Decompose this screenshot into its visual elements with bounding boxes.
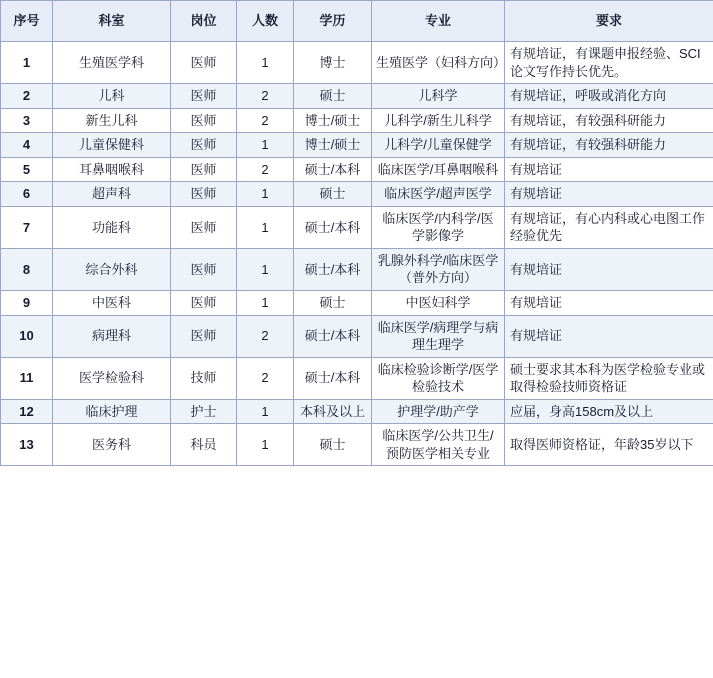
cell-count: 1 bbox=[237, 248, 294, 290]
cell-requirement: 取得医师资格证，年龄35岁以下 bbox=[505, 424, 713, 466]
table-row bbox=[1, 399, 713, 424]
cell-requirement: 有规培证 bbox=[505, 291, 713, 316]
cell-department: 中医科 bbox=[53, 291, 171, 316]
cell-count: 2 bbox=[237, 157, 294, 182]
cell-education: 博士/硕士 bbox=[294, 133, 372, 158]
header-position: 岗位 bbox=[171, 1, 237, 42]
cell-department: 医学检验科 bbox=[53, 357, 171, 399]
cell-count: 1 bbox=[237, 399, 294, 424]
cell-major: 儿科学 bbox=[372, 84, 505, 109]
cell-position: 医师 bbox=[171, 157, 237, 182]
cell-major: 护理学/助产学 bbox=[372, 399, 505, 424]
cell-position: 医师 bbox=[171, 108, 237, 133]
cell-education: 博士 bbox=[294, 42, 372, 84]
table-row bbox=[1, 108, 713, 133]
cell-requirement: 有规培证，有较强科研能力 bbox=[505, 133, 713, 158]
table-row bbox=[1, 182, 713, 207]
cell-requirement: 有规培证 bbox=[505, 182, 713, 207]
cell-position: 医师 bbox=[171, 182, 237, 207]
cell-major: 儿科学/儿童保健学 bbox=[372, 133, 505, 158]
cell-position: 医师 bbox=[171, 84, 237, 109]
cell-education: 博士/硕士 bbox=[294, 108, 372, 133]
cell-department: 生殖医学科 bbox=[53, 42, 171, 84]
cell-education: 硕士/本科 bbox=[294, 248, 372, 290]
cell-index: 13 bbox=[1, 424, 53, 466]
cell-position: 医师 bbox=[171, 133, 237, 158]
cell-education: 硕士 bbox=[294, 84, 372, 109]
table-row bbox=[1, 42, 713, 84]
cell-index: 2 bbox=[1, 84, 53, 109]
cell-department: 新生儿科 bbox=[53, 108, 171, 133]
cell-major: 临床检验诊断学/医学检验技术 bbox=[372, 357, 505, 399]
cell-index: 7 bbox=[1, 206, 53, 248]
cell-education: 硕士 bbox=[294, 424, 372, 466]
header-index: 序号 bbox=[1, 1, 53, 42]
cell-department: 超声科 bbox=[53, 182, 171, 207]
cell-position: 医师 bbox=[171, 42, 237, 84]
cell-department: 儿科 bbox=[53, 84, 171, 109]
cell-count: 1 bbox=[237, 206, 294, 248]
cell-count: 1 bbox=[237, 424, 294, 466]
cell-count: 2 bbox=[237, 84, 294, 109]
cell-major: 儿科学/新生儿科学 bbox=[372, 108, 505, 133]
cell-position: 护士 bbox=[171, 399, 237, 424]
cell-requirement: 有规培证 bbox=[505, 157, 713, 182]
cell-education: 硕士/本科 bbox=[294, 357, 372, 399]
cell-position: 医师 bbox=[171, 206, 237, 248]
header-major: 专业 bbox=[372, 1, 505, 42]
cell-count: 2 bbox=[237, 315, 294, 357]
cell-index: 4 bbox=[1, 133, 53, 158]
cell-index: 6 bbox=[1, 182, 53, 207]
cell-major: 生殖医学（妇科方向） bbox=[372, 42, 505, 84]
cell-major: 临床医学/超声医学 bbox=[372, 182, 505, 207]
cell-department: 儿童保健科 bbox=[53, 133, 171, 158]
cell-count: 1 bbox=[237, 133, 294, 158]
cell-major: 临床医学/公共卫生/预防医学相关专业 bbox=[372, 424, 505, 466]
cell-count: 2 bbox=[237, 108, 294, 133]
cell-department: 综合外科 bbox=[53, 248, 171, 290]
header-count: 人数 bbox=[237, 1, 294, 42]
cell-index: 3 bbox=[1, 108, 53, 133]
cell-major: 临床医学/内科学/医学影像学 bbox=[372, 206, 505, 248]
table-row bbox=[1, 157, 713, 182]
cell-education: 本科及以上 bbox=[294, 399, 372, 424]
cell-position: 医师 bbox=[171, 291, 237, 316]
cell-education: 硕士/本科 bbox=[294, 206, 372, 248]
header-requirement: 要求 bbox=[505, 1, 713, 42]
cell-count: 1 bbox=[237, 42, 294, 84]
cell-education: 硕士 bbox=[294, 291, 372, 316]
table-row bbox=[1, 315, 713, 357]
cell-requirement: 应届，身高158cm及以上 bbox=[505, 399, 713, 424]
cell-index: 12 bbox=[1, 399, 53, 424]
cell-position: 科员 bbox=[171, 424, 237, 466]
cell-requirement: 有规培证，有课题申报经验、SCI论文写作持长优先。 bbox=[505, 42, 713, 84]
table-row bbox=[1, 84, 713, 109]
table-row bbox=[1, 206, 713, 248]
cell-index: 1 bbox=[1, 42, 53, 84]
cell-position: 技师 bbox=[171, 357, 237, 399]
cell-department: 临床护理 bbox=[53, 399, 171, 424]
cell-count: 2 bbox=[237, 357, 294, 399]
cell-department: 病理科 bbox=[53, 315, 171, 357]
cell-major: 临床医学/病理学与病理生理学 bbox=[372, 315, 505, 357]
table-header bbox=[1, 1, 713, 42]
cell-index: 9 bbox=[1, 291, 53, 316]
cell-major: 临床医学/耳鼻咽喉科 bbox=[372, 157, 505, 182]
cell-count: 1 bbox=[237, 182, 294, 207]
cell-education: 硕士/本科 bbox=[294, 315, 372, 357]
cell-requirement: 有规培证 bbox=[505, 315, 713, 357]
cell-requirement: 有规培证，有心内科或心电图工作经验优先 bbox=[505, 206, 713, 248]
table-row bbox=[1, 133, 713, 158]
header-department: 科室 bbox=[53, 1, 171, 42]
table-body bbox=[1, 42, 713, 466]
cell-index: 10 bbox=[1, 315, 53, 357]
header-education: 学历 bbox=[294, 1, 372, 42]
cell-education: 硕士 bbox=[294, 182, 372, 207]
cell-position: 医师 bbox=[171, 248, 237, 290]
table-row bbox=[1, 291, 713, 316]
header-row bbox=[1, 1, 713, 42]
cell-major: 乳腺外科学/临床医学（普外方向） bbox=[372, 248, 505, 290]
cell-requirement: 有规培证，呼吸或消化方向 bbox=[505, 84, 713, 109]
table-row bbox=[1, 357, 713, 399]
cell-education: 硕士/本科 bbox=[294, 157, 372, 182]
cell-index: 11 bbox=[1, 357, 53, 399]
table-row bbox=[1, 248, 713, 290]
cell-requirement: 有规培证 bbox=[505, 248, 713, 290]
cell-position: 医师 bbox=[171, 315, 237, 357]
cell-index: 5 bbox=[1, 157, 53, 182]
cell-department: 功能科 bbox=[53, 206, 171, 248]
cell-requirement: 硕士要求其本科为医学检验专业或取得检验技师资格证 bbox=[505, 357, 713, 399]
table-row bbox=[1, 424, 713, 466]
cell-major: 中医妇科学 bbox=[372, 291, 505, 316]
cell-department: 耳鼻咽喉科 bbox=[53, 157, 171, 182]
cell-requirement: 有规培证，有较强科研能力 bbox=[505, 108, 713, 133]
cell-index: 8 bbox=[1, 248, 53, 290]
cell-count: 1 bbox=[237, 291, 294, 316]
cell-department: 医务科 bbox=[53, 424, 171, 466]
